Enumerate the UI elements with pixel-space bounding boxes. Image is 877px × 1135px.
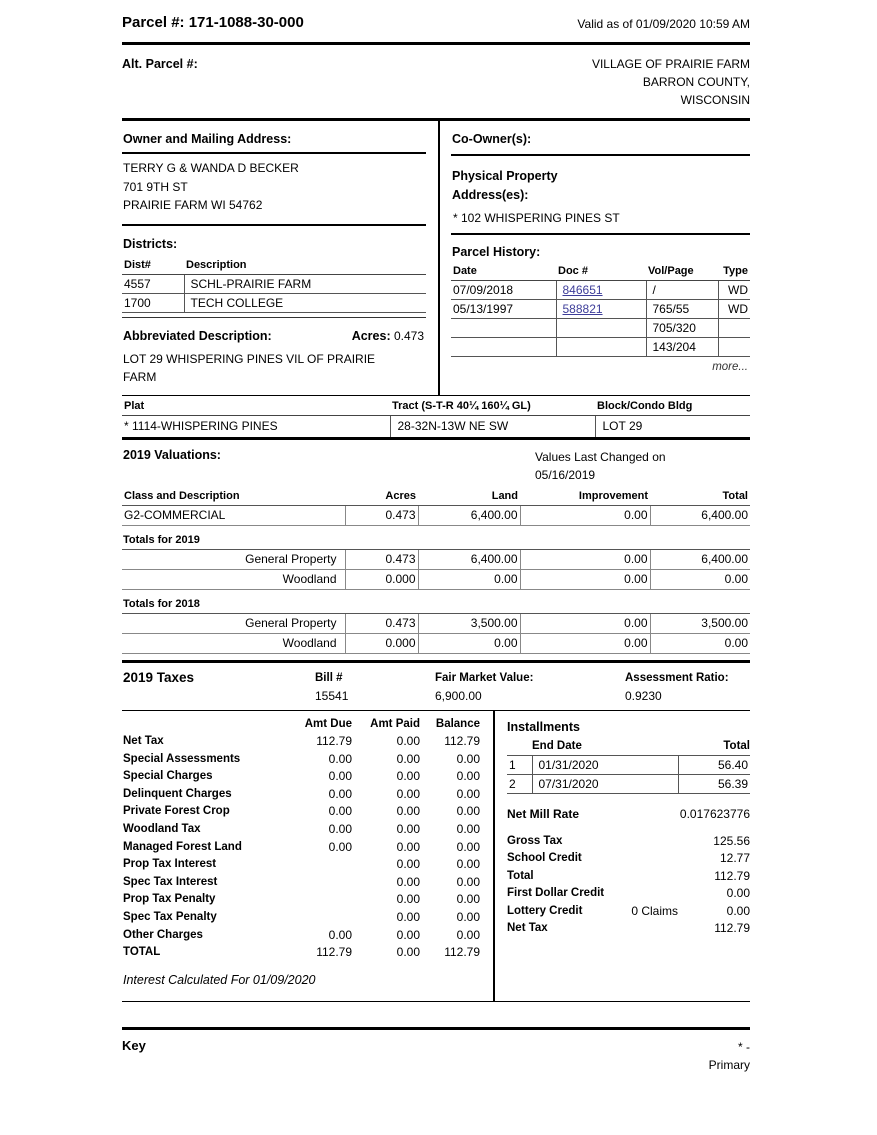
tax-amounts-header — [123, 716, 480, 734]
summary-value: 112.79 — [714, 868, 750, 883]
table-row — [451, 300, 750, 319]
installment-total: 56.40 — [678, 755, 750, 774]
tax-line-item — [123, 856, 480, 874]
assessment-ratio-label: Assessment Ratio: — [625, 671, 729, 684]
installment-number: 1 — [507, 755, 532, 774]
totals-total: 3,500.00 — [650, 614, 750, 634]
table-row — [451, 319, 750, 338]
tax-balance: 0.00 — [456, 822, 480, 837]
tax-amt-paid: 0.00 — [396, 822, 420, 837]
fair-market-value: 6,900.00 — [435, 688, 482, 703]
totals-total: 0.00 — [650, 569, 750, 589]
installment-total: 56.39 — [678, 774, 750, 793]
tax-line-label: Delinquent Charges — [123, 787, 232, 800]
tax-balance: 0.00 — [456, 786, 480, 801]
legal-description — [122, 347, 426, 395]
table-row — [451, 281, 750, 300]
tax-line-item — [123, 874, 480, 892]
history-doc-cell — [556, 281, 646, 300]
owner-heading: Owner and Mailing Address: — [122, 121, 426, 154]
tax-balance: 0.00 — [456, 804, 480, 819]
tax-summary-row — [507, 885, 750, 903]
tax-amt-paid: 0.00 — [396, 945, 420, 960]
district-description: SCHL-PRAIRIE FARM — [184, 274, 426, 293]
history-doc-cell — [556, 300, 646, 319]
valid-as-of-timestamp: Valid as of 01/09/2020 10:59 AM — [577, 17, 750, 31]
summary-label: Gross Tax — [507, 834, 563, 847]
totals-label: Woodland — [122, 633, 345, 653]
summary-value: 12.77 — [719, 851, 750, 865]
tax-amt-due: 0.00 — [328, 927, 352, 942]
installments-col-end-date: End Date — [532, 739, 582, 752]
totals-acres: 0.473 — [345, 550, 418, 570]
history-volpage: / — [646, 281, 718, 300]
installments-column — [493, 711, 750, 1001]
more-history-link[interactable]: more... — [712, 361, 748, 373]
physical-address-value: * 102 WHISPERING PINES ST — [451, 204, 750, 235]
history-col-volpage: Vol/Page — [646, 265, 718, 281]
tax-amt-due: 0.00 — [328, 822, 352, 837]
history-date: 05/13/1997 — [451, 300, 556, 319]
owner-address-line: 701 9TH ST — [123, 179, 188, 194]
history-type: WD — [718, 281, 750, 300]
installment-number: 2 — [507, 774, 532, 793]
tax-col-balance: Balance — [435, 717, 480, 730]
tax-amounts-column — [122, 711, 493, 1001]
legal-description-line: LOT 29 WHISPERING PINES VIL OF PRAIRIE — [123, 351, 376, 366]
class-acres: 0.473 — [345, 505, 418, 525]
tax-balance: 0.00 — [456, 927, 480, 942]
tax-line-item — [123, 909, 480, 927]
owner-address-line: TERRY G & WANDA D BECKER — [123, 161, 299, 175]
installment-end-date: 07/31/2020 — [532, 774, 678, 793]
interest-calculated-note: Interest Calculated For 01/09/2020 — [123, 972, 316, 987]
history-col-type: Type — [718, 265, 750, 281]
parcel-history-heading: Parcel History: — [452, 245, 541, 259]
tax-line-label: Spec Tax Interest — [123, 875, 218, 888]
totals-improvement: 0.00 — [520, 633, 650, 653]
installments-header-row — [507, 739, 750, 756]
physical-address-heading-line: Address(es): — [452, 187, 529, 202]
owner-column — [122, 121, 438, 395]
table-row — [507, 755, 750, 774]
table-row — [122, 614, 750, 634]
physical-address-heading — [451, 156, 750, 204]
tax-amt-paid: 0.00 — [396, 786, 420, 801]
municipality-line: WISCONSIN — [680, 93, 750, 107]
tax-col-amt-paid: Amt Paid — [370, 717, 420, 730]
tax-line-label: Managed Forest Land — [123, 840, 242, 853]
fair-market-value-label: Fair Market Value: — [435, 671, 534, 684]
bill-number-field — [315, 669, 435, 705]
net-mill-rate-label: Net Mill Rate — [507, 806, 580, 821]
totals-label: General Property — [122, 550, 345, 570]
tax-amt-paid: 0.00 — [396, 927, 420, 942]
table-row — [122, 569, 750, 589]
primary-label: Primary — [708, 1057, 750, 1072]
summary-label: First Dollar Credit — [507, 887, 605, 899]
key-label: Key — [122, 1037, 146, 1053]
tax-balance: 0.00 — [456, 874, 480, 889]
history-volpage: 705/320 — [646, 319, 718, 338]
values-changed-line: Values Last Changed on — [535, 449, 666, 464]
plat-table — [122, 396, 750, 437]
tax-amt-due: 112.79 — [316, 945, 352, 960]
districts-col-description: Description — [184, 259, 426, 275]
district-number: 4557 — [122, 274, 184, 293]
tax-amt-due — [274, 891, 352, 909]
tax-amt-paid: 0.00 — [396, 892, 420, 907]
bill-number-label: Bill # — [315, 671, 343, 684]
class-improvement: 0.00 — [520, 505, 650, 525]
tax-amt-paid: 0.00 — [396, 751, 420, 766]
abbreviated-description-row — [122, 318, 426, 347]
val-col-land: Land — [418, 488, 520, 506]
totals-total: 6,400.00 — [650, 550, 750, 570]
summary-label: Net Tax — [507, 922, 548, 934]
report-header — [122, 0, 750, 45]
key-legend — [709, 1038, 750, 1074]
tax-line-label: Other Charges — [123, 928, 203, 941]
bill-number-value: 15541 — [315, 688, 349, 703]
table-row — [507, 774, 750, 793]
summary-value: 112.79 — [714, 921, 750, 935]
totals-2018-table — [122, 614, 750, 654]
acres-field — [352, 329, 424, 343]
tax-line-label: Net Tax — [123, 735, 164, 748]
tax-line-item — [123, 786, 480, 804]
history-doc-cell — [556, 319, 646, 338]
table-row — [122, 633, 750, 653]
tax-amt-paid: 0.00 — [396, 874, 420, 889]
plat-value: * 1114-WHISPERING PINES — [124, 418, 278, 433]
tax-summary-row — [507, 833, 750, 851]
class-total: 6,400.00 — [650, 505, 750, 525]
tax-amt-due — [274, 874, 352, 892]
history-type: WD — [718, 300, 750, 319]
tax-line-label: Spec Tax Penalty — [123, 911, 217, 924]
municipality-block — [592, 55, 750, 109]
tax-balance: 0.00 — [456, 857, 480, 872]
assessment-ratio-field — [625, 669, 750, 705]
history-header-row — [451, 265, 750, 281]
class-description: G2-COMMERCIAL — [122, 505, 345, 525]
val-col-acres: Acres — [345, 488, 418, 506]
summary-label: Lottery Credit — [507, 904, 583, 917]
districts-heading: Districts: — [123, 236, 178, 251]
municipality-line: VILLAGE OF PRAIRIE FARM — [591, 57, 750, 71]
values-last-changed — [535, 448, 666, 484]
tax-line-item — [123, 821, 480, 839]
taxes-heading: 2019 Taxes — [123, 669, 195, 685]
valuations-header — [122, 440, 750, 488]
page-title: Parcel #: 171-1088-30-000 — [122, 14, 304, 31]
asterisk-symbol: * - — [738, 1039, 750, 1054]
tax-line-item — [123, 891, 480, 909]
tax-line-label: TOTAL — [123, 946, 161, 959]
installments-table — [507, 739, 750, 794]
table-row — [451, 338, 750, 357]
tax-line-label: Woodland Tax — [123, 823, 201, 836]
block-value: LOT 29 — [595, 415, 750, 437]
values-changed-date: 05/16/2019 — [535, 467, 596, 482]
tax-summary-row — [507, 850, 750, 868]
history-date — [451, 338, 556, 357]
summary-label: School Credit — [507, 852, 582, 864]
table-row — [122, 293, 426, 312]
summary-extra: 0 Claims — [631, 903, 678, 918]
tax-line-item — [123, 944, 480, 962]
tax-amt-paid: 0.00 — [396, 910, 420, 925]
tax-line-label: Special Charges — [123, 770, 213, 783]
table-row — [122, 550, 750, 570]
history-col-date: Date — [451, 265, 556, 281]
tax-balance: 0.00 — [456, 769, 480, 784]
tax-amt-due: 0.00 — [328, 769, 352, 784]
alt-parcel-section — [122, 45, 750, 121]
table-row — [122, 274, 426, 293]
co-owner-heading: Co-Owner(s): — [451, 121, 750, 156]
history-volpage: 765/55 — [646, 300, 718, 319]
history-type — [718, 338, 750, 357]
totals-land: 3,500.00 — [418, 614, 520, 634]
tax-amt-paid: 0.00 — [396, 839, 420, 854]
history-col-doc: Doc # — [556, 265, 646, 281]
owner-history-section — [122, 121, 750, 395]
history-column — [438, 121, 750, 395]
tax-amt-due: 0.00 — [328, 804, 352, 819]
tax-amt-due — [274, 909, 352, 927]
acres-value: 0.473 — [393, 328, 424, 343]
tax-summary-row — [507, 903, 750, 921]
totals-improvement: 0.00 — [520, 614, 650, 634]
totals-label: General Property — [122, 614, 345, 634]
plat-col-tract: Tract (S-T-R 40¼ 160¼ GL) — [390, 396, 595, 416]
val-col-class: Class and Description — [122, 488, 345, 506]
tax-amt-paid: 0.00 — [396, 734, 420, 749]
tax-line-item — [123, 751, 480, 769]
tax-line-label: Prop Tax Penalty — [123, 893, 216, 906]
totals-land: 6,400.00 — [418, 550, 520, 570]
valuations-section — [122, 440, 750, 663]
tax-col-amt-due: Amt Due — [304, 717, 352, 730]
summary-value: 0.00 — [726, 903, 750, 918]
plat-col-block: Block/Condo Bldg — [595, 396, 750, 416]
totals-acres: 0.000 — [345, 569, 418, 589]
tax-summary-row — [507, 920, 750, 938]
totals-total: 0.00 — [650, 633, 750, 653]
tax-amt-due: 112.79 — [316, 734, 352, 749]
history-doc-cell — [556, 338, 646, 357]
tax-balance: 0.00 — [456, 892, 480, 907]
districts-header-row — [122, 259, 426, 275]
class-land: 6,400.00 — [418, 505, 520, 525]
history-date: 07/09/2018 — [451, 281, 556, 300]
tax-line-item — [123, 803, 480, 821]
tax-balance: 0.00 — [456, 751, 480, 766]
owner-address — [122, 154, 426, 226]
district-description: TECH COLLEGE — [184, 293, 426, 312]
district-number: 1700 — [122, 293, 184, 312]
tax-amt-due: 0.00 — [328, 751, 352, 766]
tax-line-label: Special Assessments — [123, 752, 241, 765]
tax-summary-row — [507, 868, 750, 886]
table-row — [122, 415, 750, 437]
tax-amt-paid: 0.00 — [396, 769, 420, 784]
val-col-total: Total — [650, 488, 750, 506]
tax-line-item — [123, 927, 480, 945]
history-date — [451, 319, 556, 338]
totals-label: Woodland — [122, 569, 345, 589]
plat-col-plat: Plat — [122, 396, 390, 416]
table-row — [122, 505, 750, 525]
tax-line-label: Private Forest Crop — [123, 805, 230, 818]
section-divider — [122, 1002, 750, 1030]
doc-number-link[interactable]: 846651 — [562, 283, 603, 297]
municipality-line: BARRON COUNTY, — [642, 75, 750, 89]
assessment-ratio-value: 0.9230 — [625, 688, 662, 703]
tax-amt-due — [274, 856, 352, 874]
tax-balance: 112.79 — [444, 734, 480, 749]
totals-improvement: 0.00 — [520, 550, 650, 570]
history-volpage: 143/204 — [646, 338, 718, 357]
tax-amt-due: 0.00 — [328, 786, 352, 801]
districts-table — [122, 259, 426, 313]
val-col-improvement: Improvement — [520, 488, 650, 506]
districts-col-dist: Dist# — [122, 259, 184, 275]
installments-heading: Installments — [507, 719, 580, 734]
abbreviated-description-label: Abbreviated Description: — [123, 328, 272, 343]
totals-acres: 0.473 — [345, 614, 418, 634]
taxes-body-section — [122, 711, 750, 1002]
summary-value: 0.00 — [726, 886, 750, 900]
net-mill-rate-row — [507, 807, 750, 821]
tax-line-item — [123, 733, 480, 751]
tax-amt-paid: 0.00 — [396, 804, 420, 819]
physical-address-heading-line: Physical Property — [452, 169, 558, 183]
tax-balance: 0.00 — [456, 839, 480, 854]
net-mill-rate-value: 0.017623776 — [679, 806, 750, 821]
parcel-history-table — [451, 265, 750, 357]
fair-market-value-field — [435, 669, 625, 705]
valuation-class-table — [122, 488, 750, 526]
tax-amt-paid: 0.00 — [396, 857, 420, 872]
valuation-header-row — [122, 488, 750, 506]
tax-line-label: Prop Tax Interest — [123, 858, 217, 871]
acres-label: Acres: — [351, 328, 391, 343]
tax-balance: 0.00 — [456, 910, 480, 925]
footer-key-section — [122, 1030, 750, 1074]
doc-number-link[interactable]: 588821 — [562, 302, 603, 316]
installments-col-total: Total — [723, 739, 750, 752]
owner-address-line: PRAIRIE FARM WI 54762 — [123, 198, 263, 212]
valuations-heading: 2019 Valuations: — [123, 447, 221, 462]
tax-amt-due: 0.00 — [328, 839, 352, 854]
tax-balance: 112.79 — [444, 945, 480, 960]
plat-header-row — [122, 396, 750, 416]
totals-2019-table — [122, 550, 750, 590]
legal-description-line: FARM — [123, 370, 157, 384]
summary-label: Total — [507, 869, 534, 882]
totals-improvement: 0.00 — [520, 569, 650, 589]
plat-section — [122, 395, 750, 440]
tax-line-item — [123, 768, 480, 786]
totals-land: 0.00 — [418, 569, 520, 589]
totals-land: 0.00 — [418, 633, 520, 653]
totals-2019-heading: Totals for 2019 — [122, 526, 750, 550]
totals-acres: 0.000 — [345, 633, 418, 653]
alt-parcel-label: Alt. Parcel #: — [122, 57, 198, 71]
installment-end-date: 01/31/2020 — [532, 755, 678, 774]
tax-line-item — [123, 839, 480, 857]
taxes-header-row — [122, 663, 750, 711]
summary-value: 125.56 — [713, 833, 750, 848]
history-type — [718, 319, 750, 338]
totals-2018-heading: Totals for 2018 — [122, 590, 750, 614]
tract-value: 28-32N-13W NE SW — [390, 415, 595, 437]
